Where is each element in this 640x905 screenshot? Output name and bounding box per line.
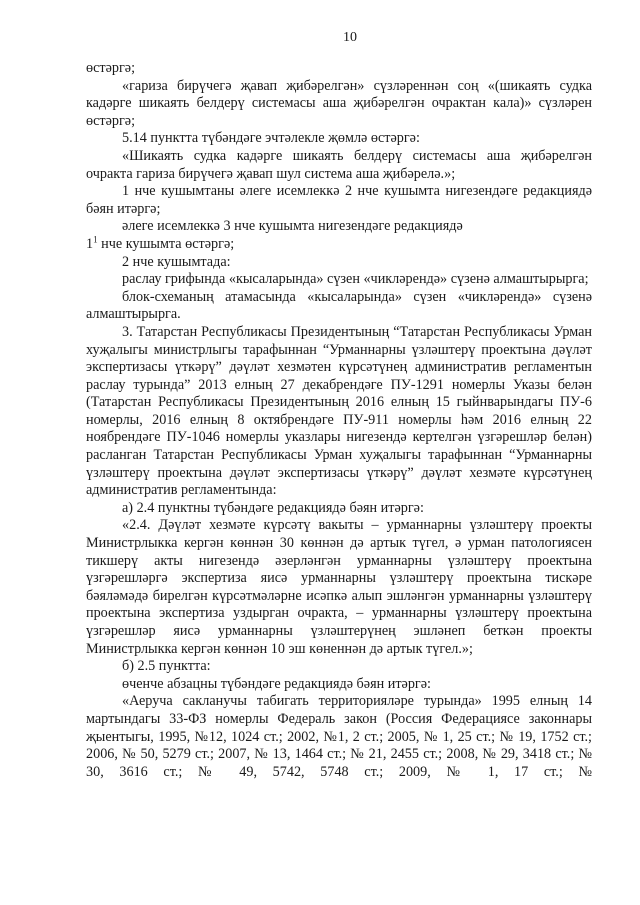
appendix-superscript: 1 <box>93 234 98 245</box>
paragraph <box>86 500 592 518</box>
appendix-text: нче кушымта өстәргә; <box>97 235 235 252</box>
paragraph-text: өченче абзацны түбәндәге редакциядә бәян итәргә: <box>122 675 431 692</box>
paragraph-text: өстәргә; <box>86 60 136 76</box>
paragraph-text: «2.4. Дәүләт хезмәте күрсәтү вакыты – урманнарны үзләштерү проекты Министрлыкка кергән көннән 30 көннән дә артык түгел, ә урман патологиясен тикшерү акты нигезендә әзерләнгән урманнарны үзләштерү проектына үзгәрешләргә экспертиза яисә урманнарны үзләштерү проектына тискәре бәяләмәдә бирелгән күрсәтмәләрне исәпкә алып эшләнгән урманнарны үзләштерү проектына экспертиза уздырган очракта, – урманнарны үзләштерү проектына үзгәрешләр яисә урманнарны үзләштерүнең эшләнеп беткән проекты Министрлыкка кергән көннән 10 эш көненнән дә артык түгел.»; <box>86 517 592 657</box>
paragraph-text: б) 2.5 пунктта: <box>122 658 211 675</box>
appendix-number: 1 <box>86 235 94 252</box>
paragraph-text: «гариза бирүчегә җавап җибәрелгән» сүзләреннән соң «(шикаять судка кадәрге шикаять белдерү системасы аша җибәрелгән очрактан кала)» сүзләрен өстәргә; <box>86 77 592 129</box>
paragraph <box>86 218 592 253</box>
paragraph-text: 5.14 пунктта түбәндәге эчтәлекле җөмлә өстәргә: <box>122 130 420 147</box>
paragraph-text: «Шикаять судка кадәрге шикаять белдерү системасы аша җибәрелгән очракта гариза бирүчегә җавап шул система аша җибәрелә.»; <box>86 147 592 182</box>
paragraph <box>86 60 592 78</box>
page-number: 10 <box>343 30 357 45</box>
paragraph-text: 1 нче кушымтаны әлеге исемлеккә 2 нче кушымта нигезендәге редакциядә бәян итәргә; <box>86 183 592 217</box>
paragraph-text: 2 нче кушымтада: <box>122 253 231 270</box>
paragraph <box>86 78 592 131</box>
paragraph <box>86 289 592 324</box>
paragraph-text: 3. Татарстан Республикасы Президентының “Татарстан Республикасы Урман хуҗалыгы министрлыгы тарафыннан “Урманнарны үзләштерү проектына дәүләт экспертизасы үткәрү” дәүләт хезмәтен күрсәтүнең административ регламентын раслау турында” 2013 елның 27 декабрендәге ПУ-1291 номерлы Указы белән (Татарстан Республикасы Президентының 2016 елның 15 гыйнварындагы ПУ-6 номерлы, 2016 елның 8 октябрендәге ПУ-911 номерлы һәм 2016 елның 22 ноябрендәге ПУ-1046 номерлы указлары нигезендә кертелгән үзгәрешләр белән) расланган Татарстан Республикасы Урман хуҗалыгы тарафыннан “Урманнарны үзләштерү проектына дәүләт экспертизасы үткәрү” дәүләт хезмәте күрсәтүнең административ регламентында: <box>86 323 592 499</box>
paragraph <box>86 676 592 694</box>
paragraph <box>86 183 592 218</box>
paragraph <box>86 324 592 500</box>
paragraph <box>86 130 592 148</box>
paragraph <box>86 271 592 289</box>
document-body <box>86 60 592 781</box>
paragraph <box>86 658 592 676</box>
appendix-continuation <box>86 236 234 252</box>
paragraph <box>86 254 592 272</box>
paragraph-text: блок-схеманың атамасында «кысаларында» сүзен «чикләрендә» сүзенә алмаштырырга. <box>86 288 592 323</box>
paragraph-text: а) 2.4 пунктны түбәндәге редакциядә бәян итәргә: <box>122 499 424 516</box>
paragraph-text: әлеге исемлеккә 3 нче кушымта нигезендәге редакциядә <box>122 218 463 235</box>
paragraph-text: раслау грифында «кысаларында» сүзен «чикләрендә» сүзенә алмаштырырга; <box>122 271 589 288</box>
paragraph <box>86 517 592 658</box>
paragraph <box>86 693 592 781</box>
paragraph-text: «Аеруча сакланучы табигать территорияләре турында» 1995 елның 14 мартындагы 33-ФЗ номерлы Федераль закон (Россия Федерациясе законнары җыентыгы, 1995, №12, 1024 ст.; 2002, №1, 2 ст.; 2005, № 1, 25 ст.; № 19, 1752 ст.; 2006, № 50, 5279 ст.; 2007, № 13, 1464 ст.; № 21, 2455 ст.; 2008, № 29, 3418 ст.; № 30, 3616 ст.; № 49, 5742, 5748 ст.; 2009, № 1, 17 ст.; № <box>86 693 592 780</box>
paragraph <box>86 148 592 183</box>
